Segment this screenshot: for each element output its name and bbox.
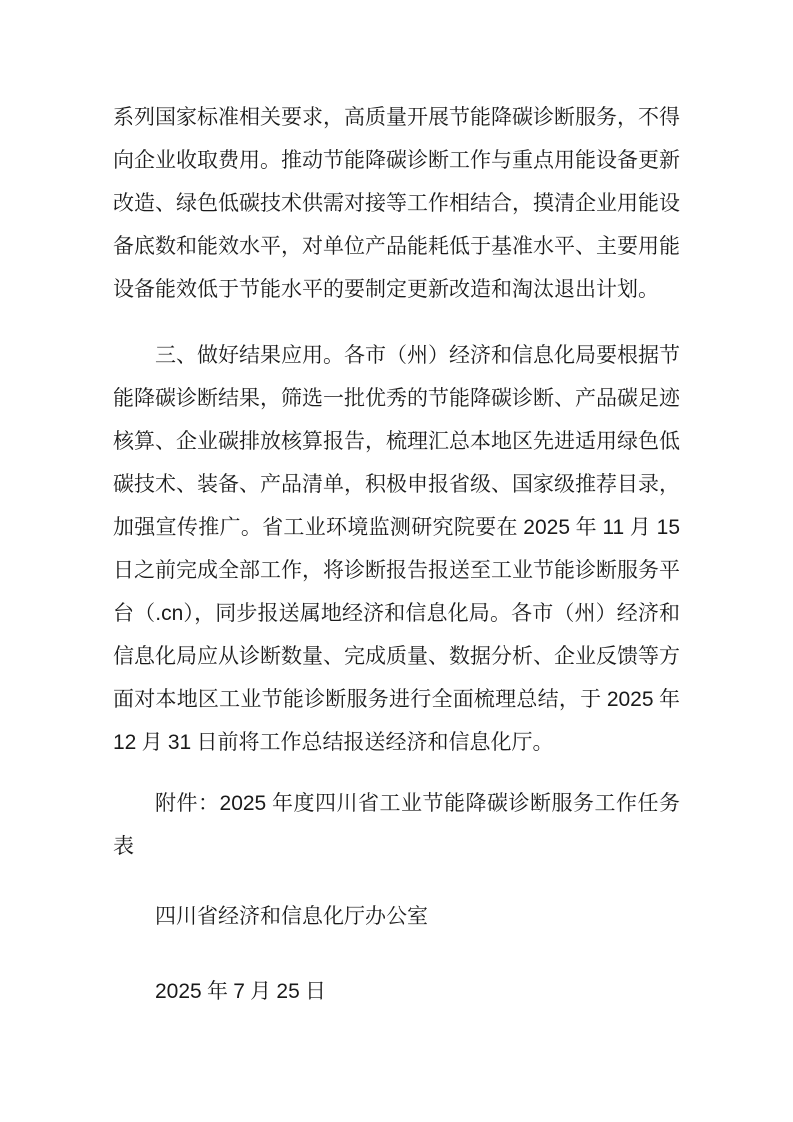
attachment-line: 附件：2025 年度四川省工业节能降碳诊断服务工作任务表 (113, 791, 681, 858)
body-paragraph-continuation: 系列国家标准相关要求，高质量开展节能降碳诊断服务，不得向企业收取费用。推动节能降碳诊断工作与重点用能设备更新改造、绿色低碳技术供需对接等工作相结合，摸清企业用能设备底数和能效水平，对单位产品能耗低于基准水平、主要用能设备能效低于节能水平的要制定更新改造和淘汰退出计划。 (113, 105, 680, 301)
date-line: 2025 年 7 月 25 日 (155, 979, 327, 1003)
issuer-office-line: 四川省经济和信息化厅办公室 (155, 904, 428, 928)
body-paragraph-section-3: 三、做好结果应用。各市（州）经济和信息化局要根据节能降碳诊断结果，筛选一批优秀的节能降碳诊断、产品碳足迹核算、企业碳排放核算报告，梳理汇总本地区先进适用绿色低碳技术、装备、产品清单，积极申报省级、国家级推荐目录，加强宣传推广。省工业环境监测研究院要在 2025 年 11 月 15 日之前完成全部工作，将诊断报告报送至工业节能诊断服务平台（.cn），同步报送属地经济和信息化局。各市（州）经济和信息化局应从诊断数量、完成质量、数据分析、企业反馈等方面对本地区工业节能诊断服务进行全面梳理总结，于 2025 年 12 月 31 日前将工作总结报送经济和信息化厅。 (113, 343, 681, 754)
